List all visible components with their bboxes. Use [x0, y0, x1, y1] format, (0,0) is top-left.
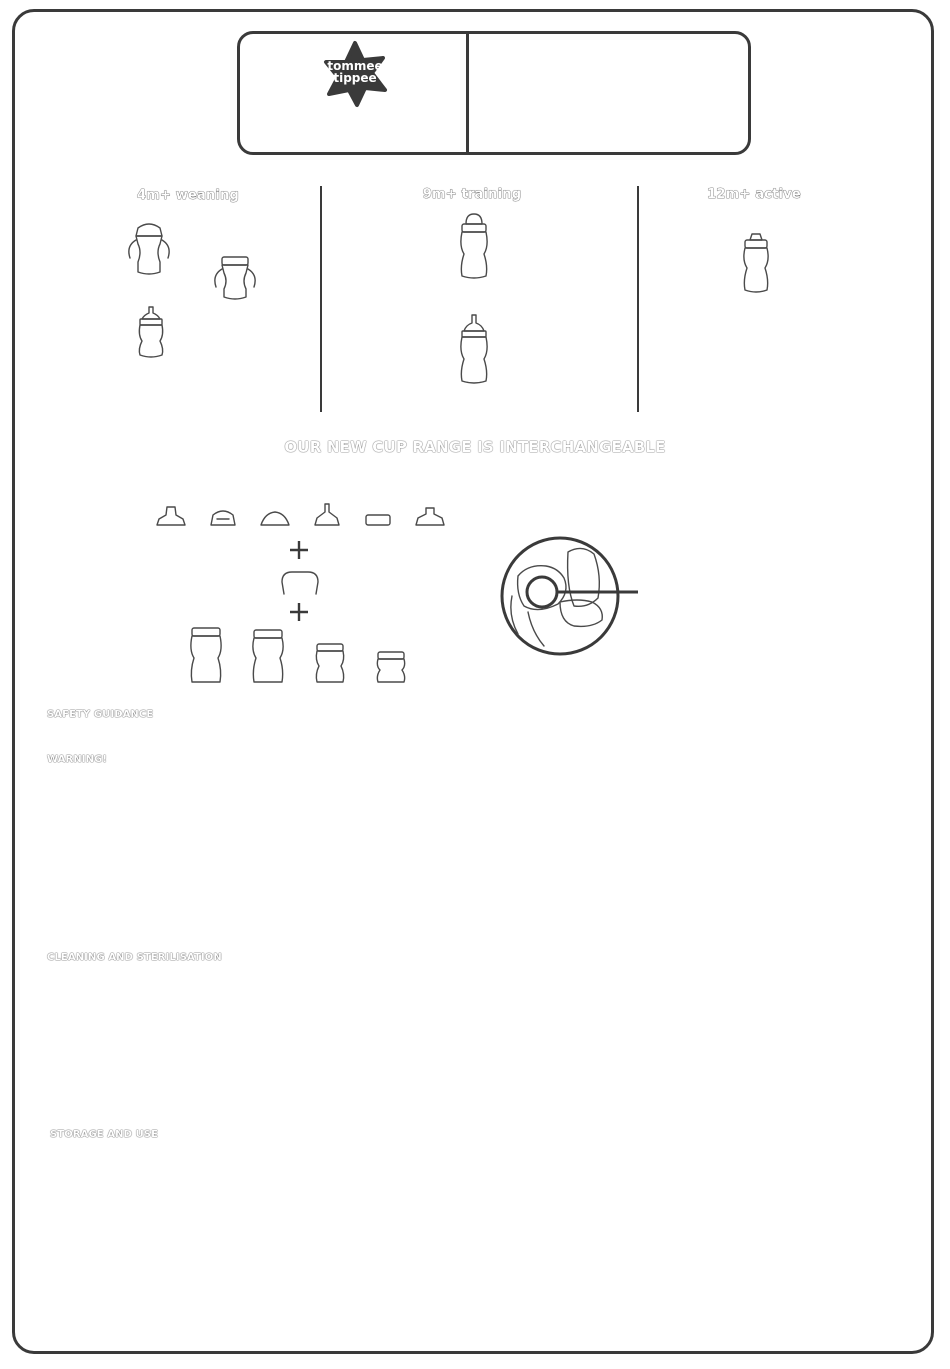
valve-detail-icon — [498, 536, 640, 660]
stage-title-weaning: 4m+ weaning — [136, 188, 240, 203]
logo-text-line2: tippee — [333, 71, 377, 85]
spout-handle-lid-icon — [207, 507, 239, 527]
header-divider — [466, 34, 469, 152]
weaning-cup-wide-icon — [212, 255, 260, 301]
header-box — [237, 31, 751, 155]
column-divider-1 — [320, 186, 322, 412]
plus-icon — [287, 600, 311, 624]
stage-title-active: 12m+ active — [707, 187, 801, 202]
section-storage: STORAGE AND USE — [50, 1129, 159, 1140]
spout-sippy-icon — [414, 506, 446, 527]
spout-tall-icon — [155, 505, 187, 527]
spout-straw-icon — [311, 502, 343, 527]
plus-icon — [287, 538, 311, 562]
training-cup-spout-icon — [456, 212, 492, 280]
interchangeable-headline: OUR NEW CUP RANGE IS INTERCHANGEABLE — [284, 438, 666, 456]
page-frame — [12, 9, 934, 1354]
section-warning: WARNING! — [47, 754, 108, 765]
spout-dome-icon — [259, 509, 291, 527]
training-bottle-straw-icon — [456, 313, 492, 385]
column-divider-2 — [637, 186, 639, 412]
bottle-small-icon — [313, 642, 347, 684]
bottle-medium-icon — [250, 628, 286, 684]
section-cleaning: CLEANING AND STERILISATION — [47, 952, 222, 963]
stage-title-training: 9m+ training — [422, 187, 522, 202]
weaning-cup-handles-icon — [126, 222, 172, 278]
bottle-mini-icon — [374, 650, 408, 684]
logo-text-line1: tommee — [327, 59, 383, 73]
bottle-large-icon — [188, 626, 224, 684]
star-logo-icon — [319, 40, 391, 108]
weaning-bottle-teat-icon — [134, 305, 168, 359]
section-safety-guidance: SAFETY GUIDANCE — [47, 709, 154, 720]
spout-flat-ring-icon — [363, 512, 393, 527]
handle-icon — [278, 568, 322, 598]
active-cup-icon — [740, 232, 772, 294]
